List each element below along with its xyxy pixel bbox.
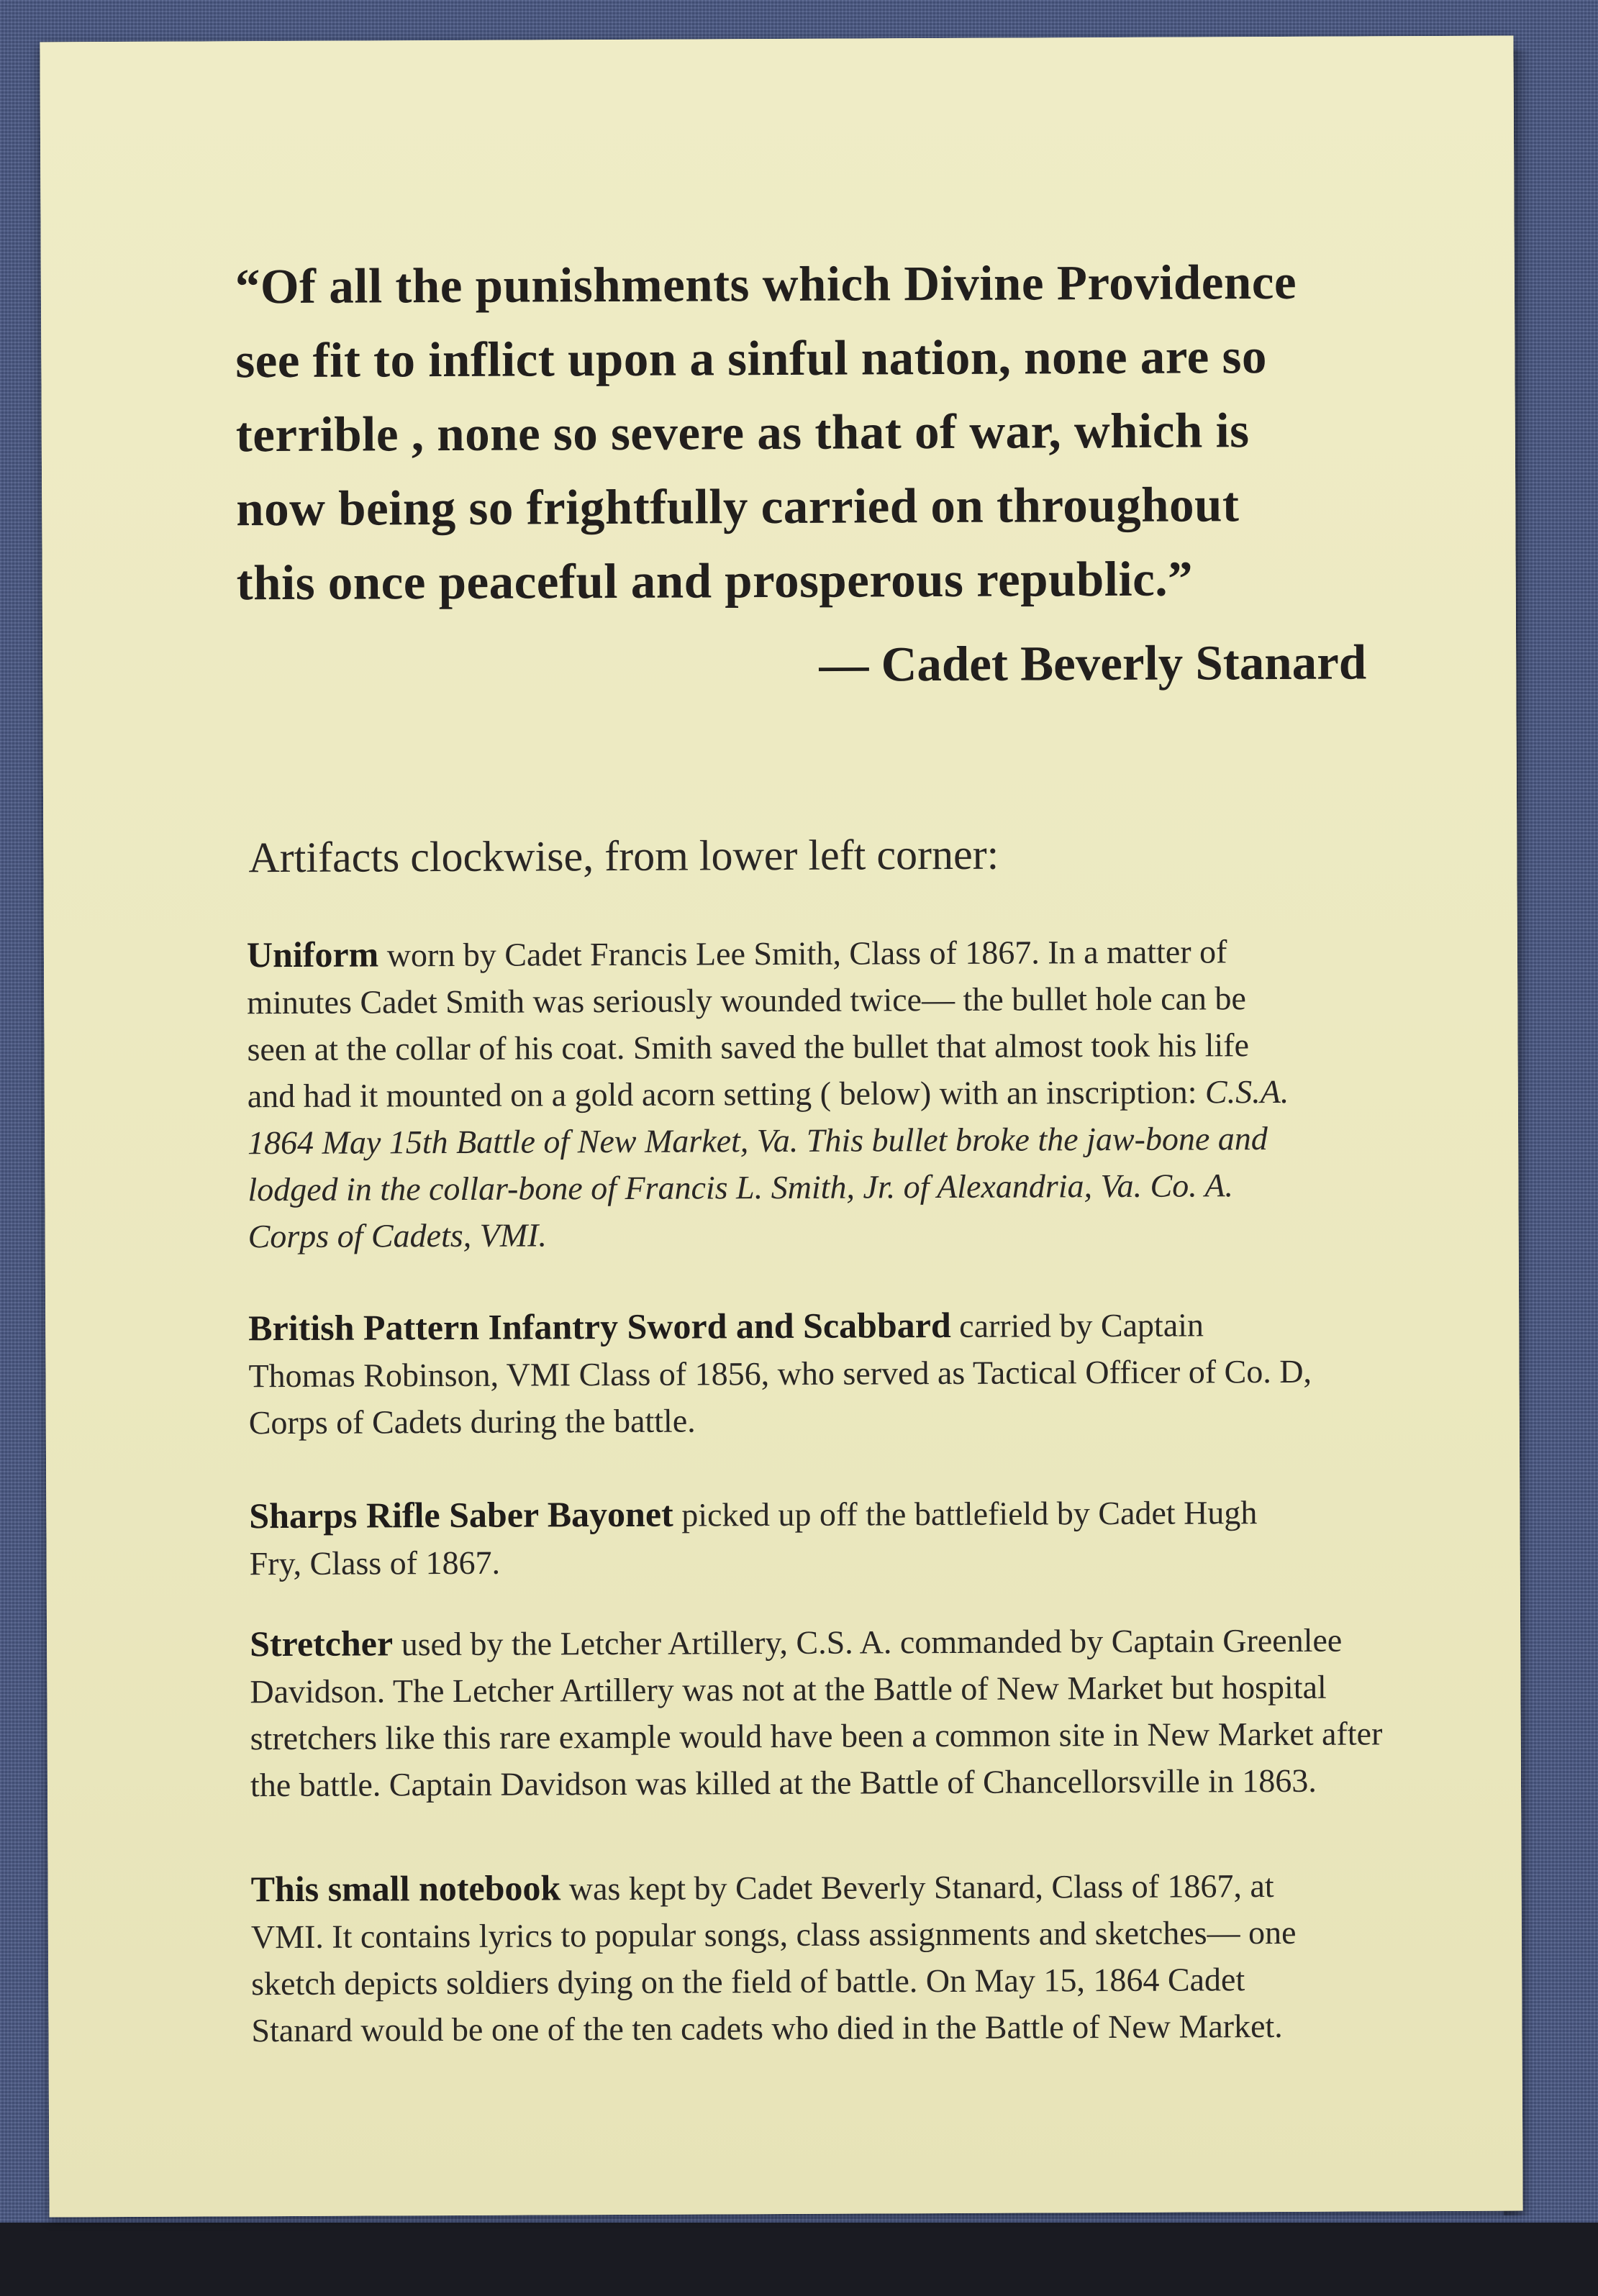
artifact-title: Stretcher: [250, 1623, 394, 1664]
entry-text: picked up off the battlefield by Cadet Hugh: [673, 1494, 1258, 1534]
artifacts-heading: Artifacts clockwise, from lower left corner:: [248, 830, 999, 882]
artifact-entry-notebook: [250, 1861, 1431, 2054]
entry-line: Stanard would be one of the ten cadets who died in the Battle of New Market.: [251, 2007, 1283, 2049]
entry-line: [248, 1067, 1427, 1119]
inscription-line: [248, 1161, 1427, 1213]
entry-line: minutes Cadet Smith was seriously wounded twice— the bullet hole can be: [247, 980, 1247, 1021]
entry-line: sketch depicts soldiers dying on the field of battle. On May 15, 1864 Cadet: [251, 1961, 1245, 2003]
entry-text: carried by Captain: [950, 1306, 1204, 1344]
entry-line: [247, 926, 1427, 979]
inscription-text: C.S.A.: [1204, 1072, 1289, 1111]
artifact-title: Uniform: [246, 934, 379, 975]
quote-line: this once peaceful and prosperous republic.”: [236, 551, 1194, 611]
entry-text: worn by Cadet Francis Lee Smith, Class of 1867. In a matter of: [378, 933, 1227, 974]
quote-attribution: — Cadet Beverly Stanard: [819, 634, 1367, 692]
artifact-entry-sword: [248, 1300, 1429, 1446]
entry-line: VMI. It contains lyrics to popular songs, class assignments and sketches— one: [250, 1913, 1297, 1956]
entry-line: Fry, Class of 1867.: [249, 1544, 501, 1582]
entry-line: Thomas Robinson, VMI Class of 1856, who served as Tactical Officer of Co. D,: [248, 1352, 1312, 1395]
artifact-entry-uniform: [247, 926, 1428, 1259]
artifact-title: This small notebook: [250, 1867, 561, 1910]
entry-line: stretchers like this rare example would have been a common site in New Market after: [250, 1715, 1383, 1757]
entry-line: [250, 1861, 1430, 1913]
entry-line: [250, 1616, 1430, 1668]
stanard-quote: [235, 245, 1445, 620]
inscription-text: 1864 May 15th Battle of New Market, Va. This bullet broke the jaw-bone and: [247, 1120, 1268, 1162]
exhibit-placard: [40, 36, 1522, 2218]
inscription-text: Corps of Cadets, VMI.: [248, 1216, 548, 1255]
quote-line: “Of all the punishments which Divine Providence: [235, 254, 1297, 314]
artifact-entry-bayonet: [249, 1488, 1430, 1587]
case-bottom-shadow: [0, 2223, 1598, 2296]
inscription-line: [248, 1114, 1427, 1166]
entry-line: seen at the collar of his coat. Smith saved the bullet that almost took his life: [247, 1026, 1250, 1068]
entry-line: Davidson. The Letcher Artillery was not at the Battle of New Market but hospital: [250, 1668, 1327, 1710]
inscription-text: lodged in the collar-bone of Francis L. Smith, Jr. of Alexandria, Va. Co. A.: [248, 1167, 1234, 1208]
artifact-title: Sharps Rifle Saber Bayonet: [249, 1493, 673, 1536]
entry-line: [249, 1488, 1429, 1540]
entry-line: Corps of Cadets during the battle.: [248, 1402, 696, 1441]
quote-line: now being so frightfully carried on throughout: [236, 477, 1240, 537]
quote-line: see fit to inflict upon a sinful nation, none are so: [235, 329, 1268, 388]
artifact-title: British Pattern Infantry Sword and Scabbard: [248, 1304, 951, 1349]
entry-text: and had it mounted on a gold acorn setting ( below) with an inscription:: [247, 1073, 1206, 1115]
artifact-entry-stretcher: [250, 1616, 1430, 1808]
entry-text: used by the Letcher Artillery, C.S. A. commanded by Captain Greenlee: [393, 1621, 1343, 1663]
entry-line: the battle. Captain Davidson was killed at the Battle of Chancellorsville in 1863.: [250, 1762, 1317, 1804]
inscription-line: [248, 1208, 1428, 1259]
entry-line: [248, 1300, 1428, 1352]
entry-text: was kept by Cadet Beverly Stanard, Class of 1867, at: [560, 1867, 1274, 1908]
quote-line: terrible , none so severe as that of war, which is: [235, 403, 1250, 463]
